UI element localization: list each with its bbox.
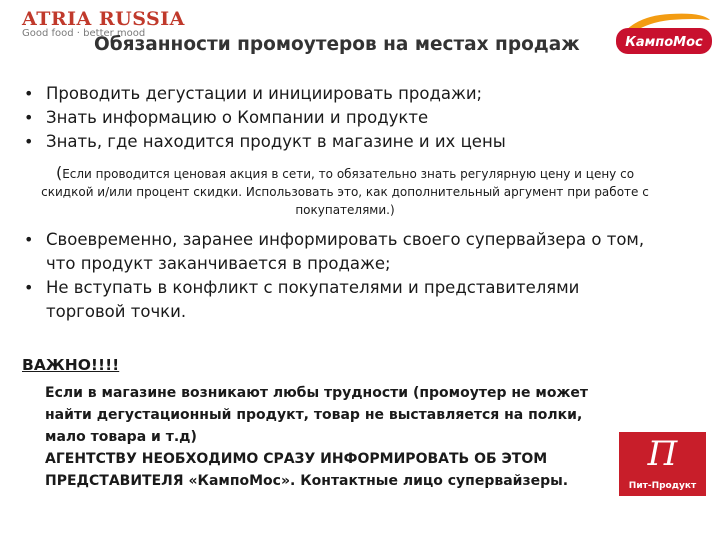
- page-title: Обязанности промоутеров на местах продаж: [94, 34, 580, 55]
- important-line-2: АГЕНТСТВУ НЕОБХОДИМО СРАЗУ ИНФОРМИРОВАТЬ ОБ ЭТОМ ПРЕДСТАВИТЕЛЯ «КампоМос». Контактные лицо супервайзеры.: [45, 451, 569, 489]
- important-heading: ВАЖНО!!!!: [22, 356, 120, 374]
- bullet-dot-icon: •: [24, 84, 34, 103]
- bullet-item: [20, 130, 680, 154]
- bullet-text: Знать информацию о Компании и продукте: [46, 108, 429, 127]
- bullet-text: Не вступать в конфликт с покупателями и представителями торговой точки.: [46, 278, 580, 321]
- bullet-dot-icon: •: [24, 230, 34, 249]
- bullet-list-bottom: [20, 228, 660, 324]
- important-line-1: Если в магазине возникают любы трудности (промоутер не может найти дегустационный продукт, товар не выставляется на полки, мало товара и т.д): [45, 385, 588, 445]
- pit-product-logo: [619, 432, 706, 496]
- pit-monogram: П: [647, 434, 678, 474]
- note-open-paren: (: [55, 163, 63, 182]
- bullet-item: [20, 106, 680, 130]
- note-text: Если проводится ценовая акция в сети, то обязательно знать регулярную цену и цену со скидкой и/или процент скидки. Использовать это, как дополнительный аргумент при работе с покупателями.): [41, 167, 649, 217]
- atria-brand-name: ATRIA RUSSIA: [22, 8, 185, 30]
- bullet-item: [20, 228, 660, 276]
- important-block: [45, 382, 625, 492]
- bullet-list-top: [20, 82, 680, 154]
- bullet-dot-icon: •: [24, 278, 34, 297]
- price-note: [30, 164, 660, 219]
- pit-brand-name: Пит-Продукт: [628, 481, 697, 491]
- kampomos-logo: [610, 10, 714, 62]
- bullet-dot-icon: •: [24, 132, 34, 151]
- atria-tagline: Good food · better mood: [22, 28, 146, 39]
- bullet-text: Проводить дегустации и инициировать продажи;: [46, 84, 483, 103]
- bullet-item: [20, 276, 660, 324]
- bullet-dot-icon: •: [24, 108, 34, 127]
- bullet-text: Своевременно, заранее информировать своего супервайзера о том, что продукт заканчивается в продаже;: [46, 230, 645, 273]
- bullet-text: Знать, где находится продукт в магазине и их цены: [46, 132, 506, 151]
- kampomos-wordmark: КампоМос: [625, 35, 703, 50]
- bullet-item: [20, 82, 680, 106]
